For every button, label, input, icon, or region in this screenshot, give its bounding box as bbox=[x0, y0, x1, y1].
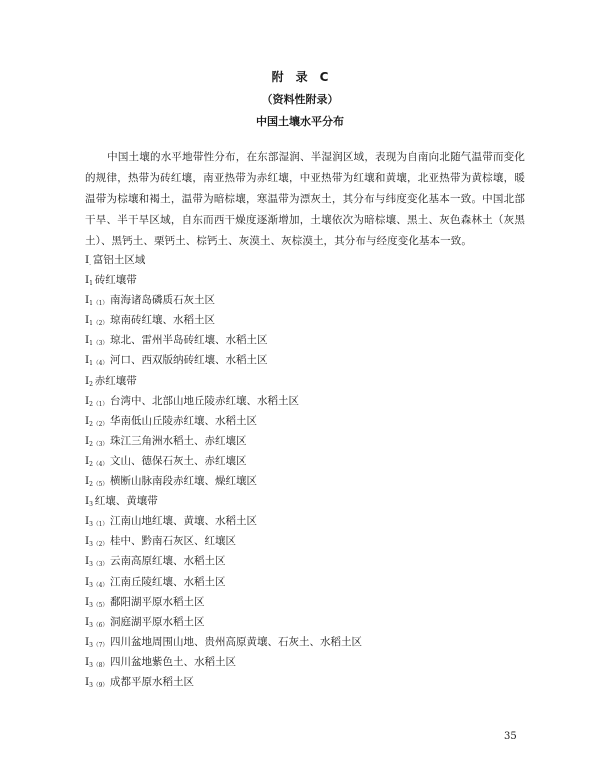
appendix-type: （资料性附录） bbox=[261, 93, 339, 106]
list-item: $Ⅰ_2$ 赤红壤带 bbox=[85, 374, 137, 388]
list-item: $Ⅰ_{1(2)}$ 琼南砖红壤、水稻土区 bbox=[85, 314, 215, 328]
list-item: $Ⅰ_{1(4)}$ 河口、西双版纳砖红壤、水稻土区 bbox=[85, 354, 268, 368]
list-item: $Ⅰ_{2(1)}$ 台湾中、北部山地丘陵赤红壤、水稻土区 bbox=[85, 394, 299, 408]
page-number: 35 bbox=[504, 731, 517, 742]
appendix-heading: 附 录 C bbox=[271, 70, 329, 84]
list-item: $Ⅰ_{3(9)}$ 成都平原水稻土区 bbox=[85, 675, 194, 689]
list-item: $Ⅰ_1$ 砖红壤带 bbox=[85, 274, 137, 288]
list-item: $Ⅰ_{2(5)}$ 横断山脉南段赤红壤、燥红壤区 bbox=[85, 475, 257, 489]
list-item: $Ⅰ_{3(7)}$ 四川盆地周围山地、贵州高原黄壤、石灰土、水稻土区 bbox=[85, 635, 362, 649]
page-title: 中国土壤水平分布 bbox=[256, 115, 344, 128]
list-item: $Ⅰ_{3(3)}$ 云南高原红壤、水稻土区 bbox=[85, 555, 226, 569]
list-item: $Ⅰ_{3(4)}$ 江南丘陵红壤、水稻土区 bbox=[85, 575, 226, 589]
list-item: $Ⅰ_{2(2)}$ 华南低山丘陵赤红壤、水稻土区 bbox=[85, 414, 257, 428]
intro-paragraph bbox=[85, 147, 525, 252]
intro-paragraph-text: 中国土壤的水平地带性分布，在东部湿润、半湿润区域，表现为自南向北随气温带而变化的规律，热带为砖红壤，南亚热带为赤红壤，中亚热带为红壤和黄壤，北亚热带为黄棕壤，暖温带为棕壤和褐土，温带为暗棕壤，寒温带为漂灰土，其分布与纬度变化基本一致。中国北部干旱、半干旱区域，自东而西干燥度逐渐增加，土壤依次为暗棕壤、黑土、灰色森林土（灰黑土）、黑钙土、栗钙土、棕钙土、灰漠土、灰棕漠土，其分布与经度变化基本一致。 bbox=[85, 151, 525, 247]
list-item: $Ⅰ_3$ 红壤、黄壤带 bbox=[85, 495, 158, 509]
list-item: $Ⅰ_{1(3)}$ 琼北、雷州半岛砖红壤、水稻土区 bbox=[85, 334, 268, 348]
list-item: $Ⅰ_{3(2)}$ 桂中、黔南石灰区、红壤区 bbox=[85, 535, 236, 549]
soil-zone-list bbox=[85, 250, 525, 692]
list-item: $Ⅰ_{3(6)}$ 洞庭湖平原水稻土区 bbox=[85, 615, 205, 629]
list-item: $Ⅰ_.$ 富铝土区域 bbox=[85, 254, 146, 267]
list-item: $Ⅰ_{2(4)}$ 文山、德保石灰土、赤红壤区 bbox=[85, 454, 247, 468]
list-item: $Ⅰ_{3(1)}$ 江南山地红壤、黄壤、水稻土区 bbox=[85, 515, 257, 529]
list-item: $Ⅰ_{3(8)}$ 四川盆地紫色土、水稻土区 bbox=[85, 655, 236, 669]
list-item: $Ⅰ_{1(1)}$ 南海诸岛磷质石灰土区 bbox=[85, 294, 215, 308]
list-item: $Ⅰ_{3(5)}$ 鄱阳湖平原水稻土区 bbox=[85, 595, 205, 609]
list-item: $Ⅰ_{2(3)}$ 珠江三角洲水稻土、赤红壤区 bbox=[85, 434, 247, 448]
